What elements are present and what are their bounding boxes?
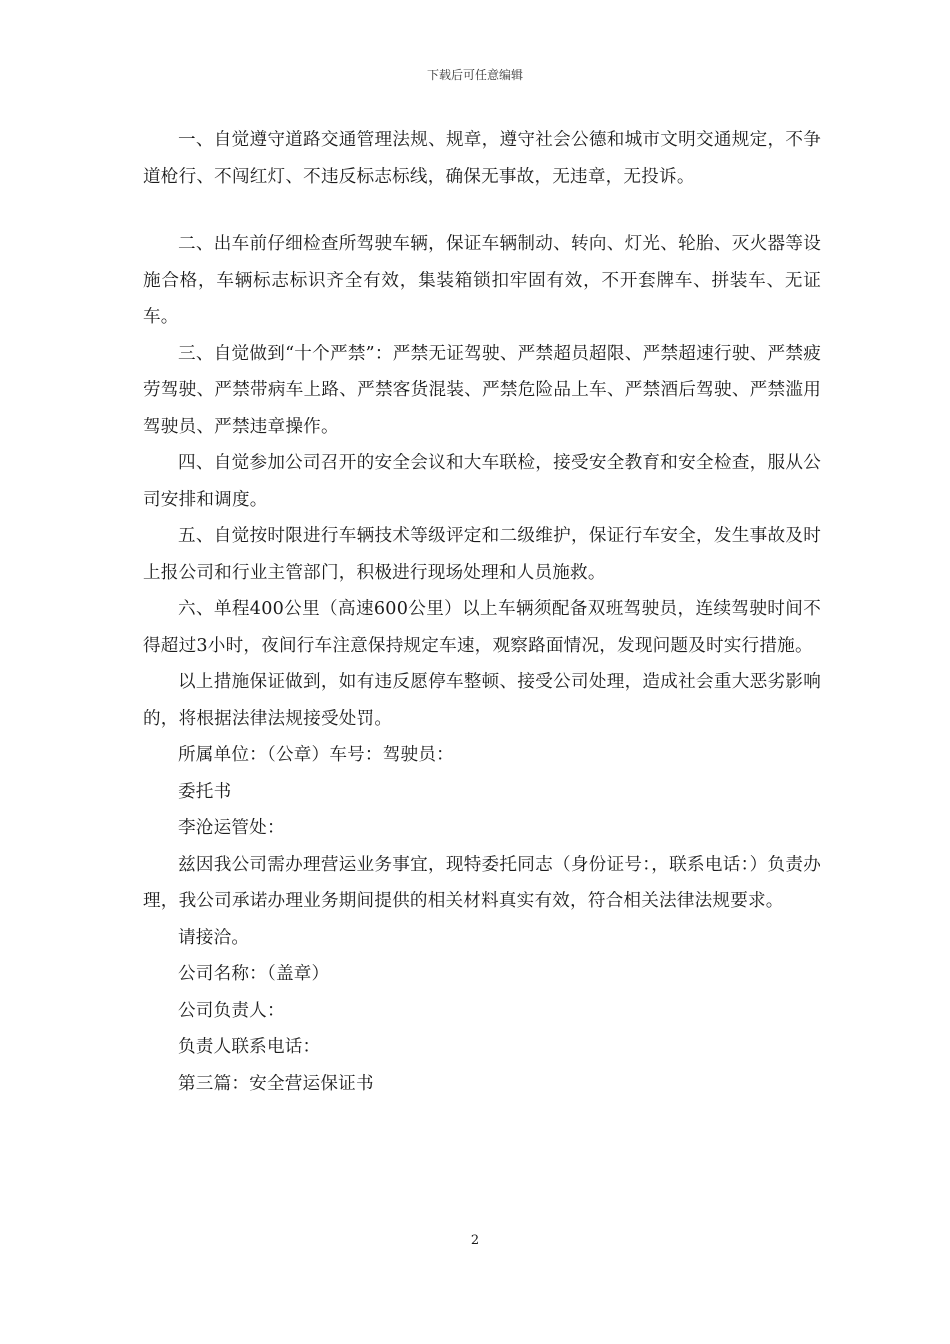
paragraph-rule-2: 二、出车前仔细检查所驾驶车辆，保证车辆制动、转向、灯光、轮胎、灭火器等设施合格，车辆标志标识齐全有效，集装箱锁扣牢固有效，不开套牌车、拼装车、无证车。 (143, 234, 821, 327)
signature-line: 所属单位：（公章）车号：驾驶员： (178, 745, 454, 765)
paragraph-rule-5: 五、自觉按时限进行车辆技术等级评定和二级维护，保证行车安全，发生事故及时上报公司和行业主管部门，积极进行现场处理和人员施救。 (143, 526, 821, 583)
letter-closing: 请接洽。 (178, 927, 250, 948)
company-name-line: 公司名称：（盖章） (178, 964, 330, 984)
company-principal-line: 公司负责人： (178, 1000, 285, 1021)
letter-addressee: 李沧运管处： (178, 818, 285, 838)
paragraph-rule-4: 四、自觉参加公司召开的安全会议和大车联检，接受安全教育和安全检查，服从公司安排和调度。 (143, 453, 821, 510)
paragraph-rule-1: 一、自觉遵守道路交通管理法规、规章，遵守社会公德和城市文明交通规定，不争道枪行、不闯红灯、不违反标志标线，确保无事故，无违章，无投诉。 (143, 130, 821, 187)
page-header: 下载后可任意编辑 (426, 68, 523, 82)
paragraph-rule-3: 三、自觉做到“十个严禁”：严禁无证驾驶、严禁超员超限、严禁超速行驶、严禁疲劳驾驶、严禁带病车上路、严禁客货混装、严禁危险品上车、严禁酒后驾驶、严禁滥用驾驶员、严禁违章操作。 (143, 343, 821, 437)
document-body (143, 122, 821, 1102)
section-heading: 第三篇：安全营运保证书 (178, 1073, 374, 1094)
principal-phone-line: 负责人联系电话： (178, 1037, 321, 1057)
paragraph-commitment: 以上措施保证做到，如有违反愿停车整顿、接受公司处理，造成社会重大恶劣影响的，将根据法律法规接受处罚。 (143, 672, 821, 729)
letter-body: 兹因我公司需办理营运业务事宜，现特委托同志（身份证号：，联系电话：）负责办理，我公司承诺办理业务期间提供的相关材料真实有效，符合相关法律法规要求。 (143, 854, 821, 911)
letter-title: 委托书 (178, 781, 232, 802)
paragraph-rule-6: 六、单程400公里（高速600公里）以上车辆须配备双班驾驶员，连续驾驶时间不得超过3小时，夜间行车注意保持规定车速，观察路面情况，发现问题及时实行措施。 (143, 599, 821, 656)
page-number: 2 (470, 1233, 480, 1248)
